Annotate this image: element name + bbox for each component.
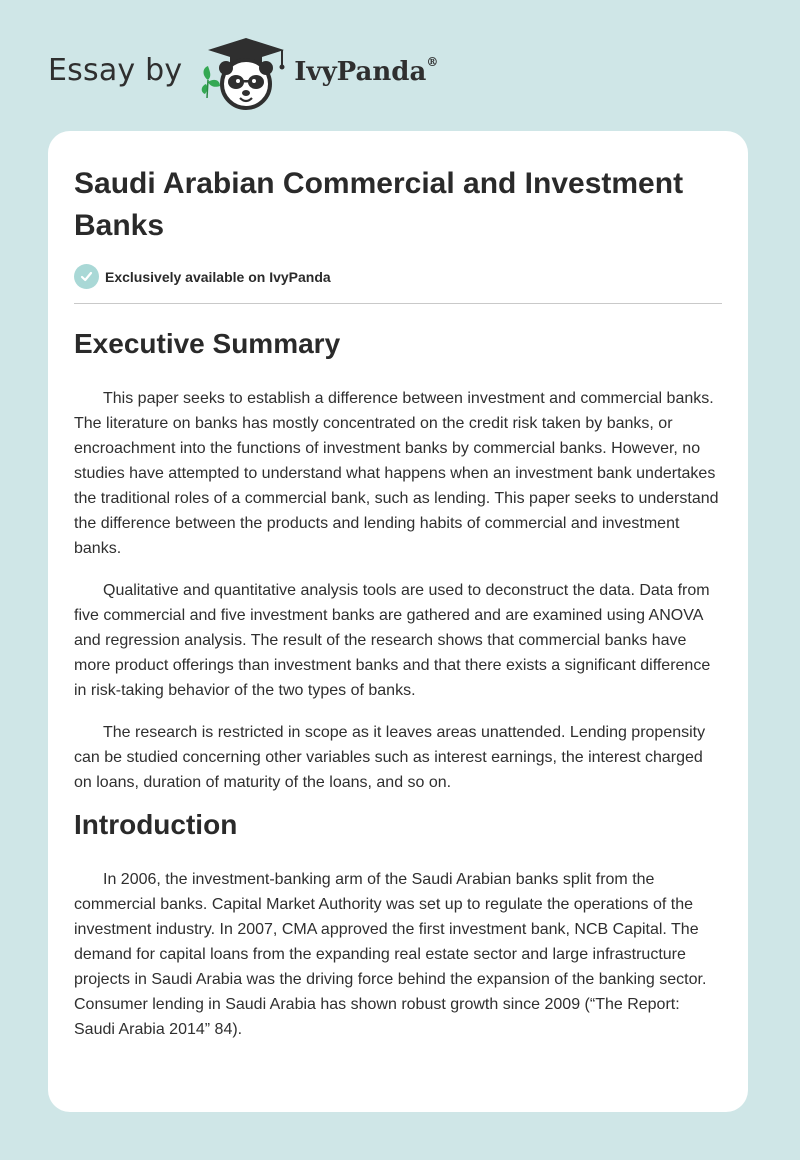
panda-logo-icon[interactable] [196,36,288,112]
paragraph: This paper seeks to establish a difference between investment and commercial banks. The literature on banks has mostly concentrated on the credit risk taken by banks, or encroachment into the functions of investment banks by commercial banks. However, no studies have attempted to understand what happens when an investment bank undertakes the traditional roles of a commercial bank, such as lending. This paper seeks to understand the difference between the products and lending habits of commercial and investment banks. [74,390,719,557]
essay-body [74,321,724,1042]
essay-by-label: Essay by [48,52,183,88]
registered-mark: ® [426,55,439,69]
paragraph: In 2006, the investment-banking arm of the Saudi Arabian banks split from the commercial banks. Capital Market Authority was set up to regulate the operations of the investment industry. In 2007, CMA approved the first investment bank, NCB Capital. The demand for capital loans from the expanding real estate sector and large infrastructure projects in Saudi Arabia was the driving force behind the expansion of the banking sector. Consumer lending in Saudi Arabia has shown robust growth since 2009 (“The Report: Saudi Arabia 2014” 84). [74,871,707,1038]
ivy-leaf-icon [202,66,220,98]
paragraph: Qualitative and quantitative analysis tools are used to deconstruct the data. Data from five commercial and five investment banks are gathered and are examined using ANOVA and regression analysis. The result of the research shows that commercial banks have more product offerings than investment banks and that there exists a significant difference in risk-taking behavior of the two types of banks. [74,582,711,699]
site-header [48,36,438,112]
essay-title: Saudi Arabian Commercial and Investment Banks [74,167,684,242]
section-heading-introduction: Introduction [74,809,238,840]
exclusive-badge [74,264,331,289]
divider [74,303,722,304]
check-icon [74,264,99,289]
brand-name[interactable]: IvyPanda® [294,55,439,87]
exclusive-badge-label: Exclusively available on IvyPanda [105,268,331,285]
section-heading-executive-summary: Executive Summary [74,328,341,359]
paragraph: The research is restricted in scope as it leaves areas unattended. Lending propensity can be studied concerning other variables such as interest earnings, the interest charged on loans, duration of maturity of the loans, and so on. [74,724,706,791]
essay-card [48,131,748,1112]
